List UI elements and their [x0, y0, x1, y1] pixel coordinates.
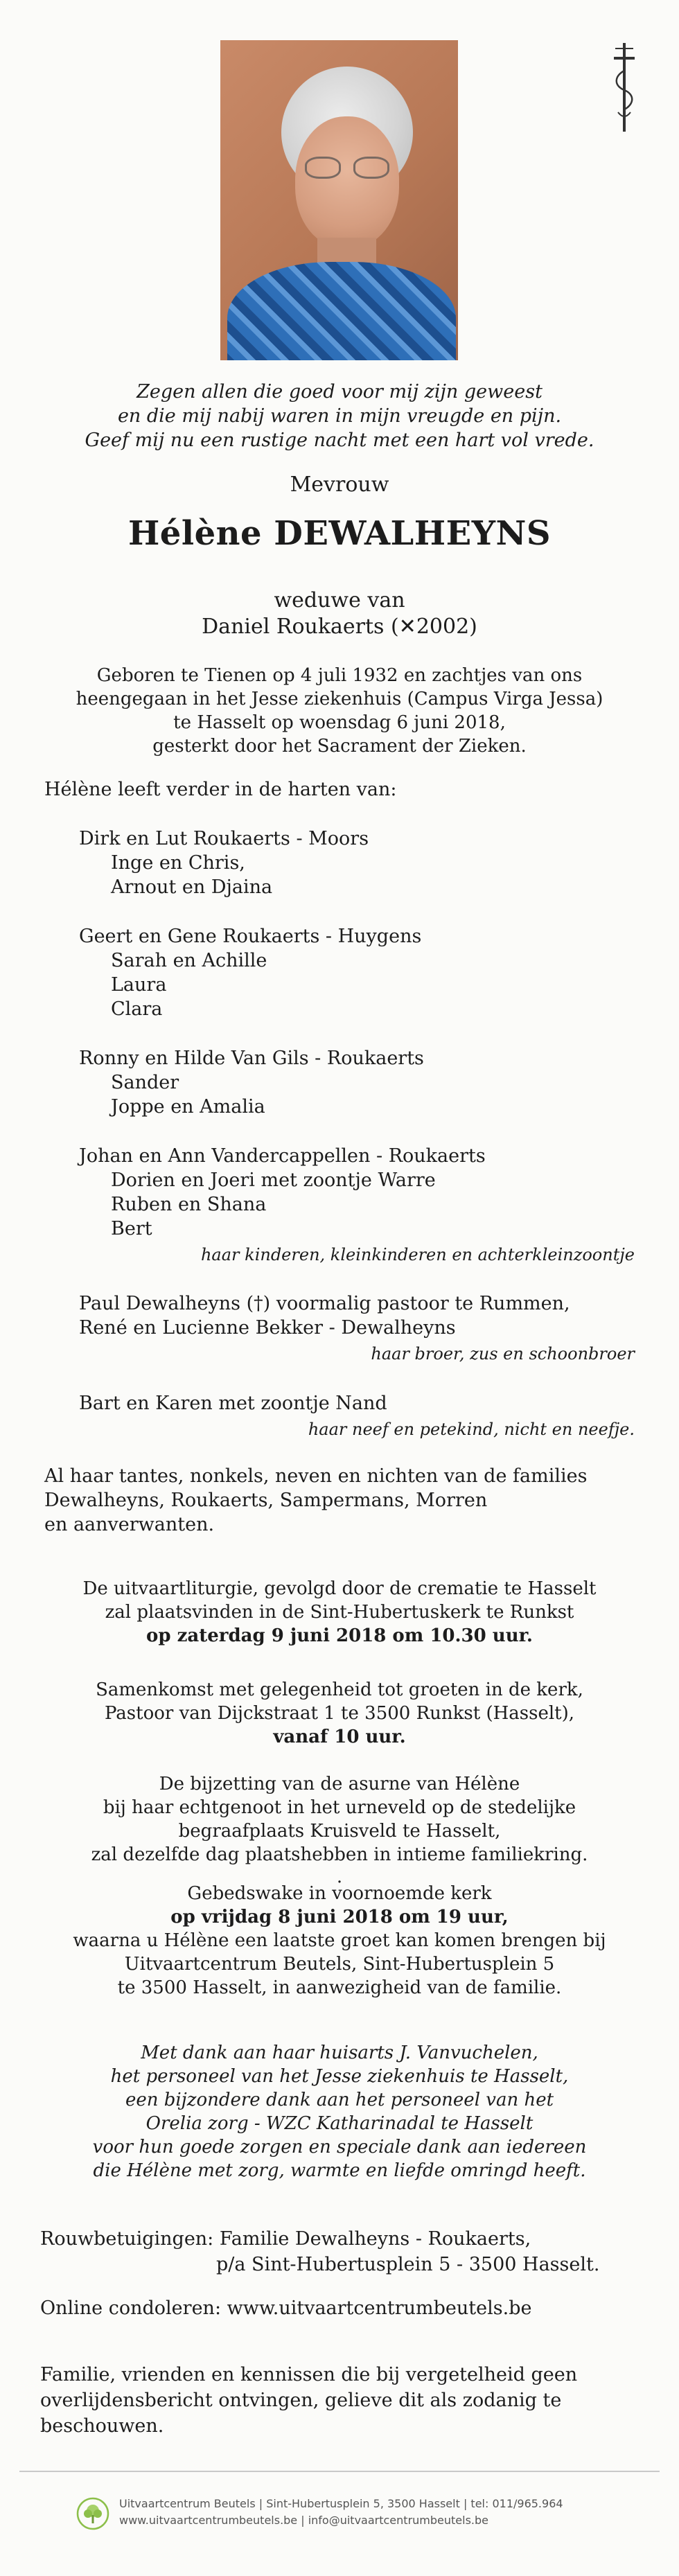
footer-text	[119, 2496, 563, 2529]
interment-info	[0, 1772, 679, 1867]
family-child: Inge en Chris,	[111, 852, 245, 874]
family-child: Sarah en Achille	[111, 950, 267, 971]
thanks-text	[0, 2041, 679, 2182]
honorific: Mevrouw	[290, 473, 389, 497]
godchild-line: Bart en Karen met zoontje Nand	[79, 1393, 387, 1414]
birth-line: Geboren te Tienen op 4 juli 1932 en zachtjes van ons	[96, 665, 583, 686]
thanks-line: een bijzondere dank aan het personeel van het	[125, 2090, 554, 2110]
thanks-line: Orelia zorg - WZC Katharinadal te Hasselt	[146, 2113, 534, 2134]
notice-line: beschouwen.	[40, 2415, 164, 2437]
relatives-line: Al haar tantes, nonkels, neven en nichten van de families	[44, 1465, 588, 1487]
vigil-line: waarna u Hélène een laatste groet kan komen brengen bij	[73, 1930, 606, 1951]
birth-line: te Hasselt op woensdag 6 juni 2018,	[173, 712, 506, 733]
interment-line: begraafplaats Kruisveld te Hasselt,	[178, 1821, 501, 1842]
thanks-line: het personeel van het Jesse ziekenhuis te Hasselt,	[110, 2066, 569, 2087]
vigil-line: Gebedswake in voornoemde kerk	[187, 1883, 492, 1904]
grandchildren-note: haar kinderen, kleinkinderen en achterkleinzoontje	[200, 1245, 635, 1264]
vigil-info	[0, 1867, 679, 2000]
footer-address: Uitvaartcentrum Beutels | Sint-Hubertusplein 5, 3500 Hasselt | tel: 011/965.964	[119, 2497, 563, 2510]
sibling-line: René en Lucienne Bekker - Dewalheyns	[79, 1317, 456, 1339]
family-parents: Ronny en Hilde Van Gils - Roukaerts	[79, 1048, 424, 1069]
spouse-name: Daniel Roukaerts (✕2002)	[202, 615, 477, 639]
funeral-date: op zaterdag 9 juni 2018 om 10.30 uur.	[146, 1625, 533, 1646]
relatives-line: Dewalheyns, Roukaerts, Sampermans, Morren	[44, 1490, 488, 1511]
interment-line: De bijzetting van de asurne van Hélène	[159, 1774, 520, 1794]
vigil-line: Uitvaartcentrum Beutels, Sint-Hubertusplein 5	[124, 1954, 555, 1975]
verse-line: en die mij nabij waren in mijn vreugde en pijn.	[117, 405, 562, 427]
gathering-info	[0, 1678, 679, 1749]
funeral-info	[0, 1577, 679, 1648]
survivors-intro: Hélène leeft verder in de harten van:	[44, 779, 397, 800]
family-child: Ruben en Shana	[111, 1194, 267, 1215]
sibling-line: Paul Dewalheyns (†) voormalig pastoor te Rummen,	[79, 1293, 570, 1314]
family-child: Laura	[111, 974, 167, 996]
interment-line: bij haar echtgenoot in het urneveld op de stedelijke	[103, 1797, 576, 1818]
family-child: Sander	[111, 1072, 179, 1093]
family-child: Joppe en Amalia	[111, 1096, 265, 1118]
gathering-time: vanaf 10 uur.	[273, 1727, 406, 1747]
siblings-note: haar broer, zus en schoonbroer	[371, 1344, 635, 1364]
notice-line: overlijdensbericht ontvingen, gelieve dit als zodanig te	[40, 2390, 562, 2411]
family-child: Arnout en Djaina	[111, 876, 273, 898]
family-parents: Johan en Ann Vandercappellen - Roukaerts	[79, 1145, 486, 1167]
vigil-date: op vrijdag 8 juni 2018 om 19 uur,	[170, 1907, 509, 1927]
birth-line: gesterkt door het Sacrament der Zieken.	[152, 736, 527, 757]
tree-logo-icon	[76, 2497, 109, 2530]
condolence-address: Rouwbetuigingen: Familie Dewalheyns - Roukaerts,	[40, 2228, 531, 2250]
footer-contact[interactable]: www.uitvaartcentrumbeutels.be | info@uitvaartcentrumbeutels.be	[119, 2514, 488, 2527]
online-condolence-link[interactable]: Online condoleren: www.uitvaartcentrumbeutels.be	[40, 2297, 532, 2319]
verse-line: Geef mij nu een rustige nacht met een hart vol vrede.	[85, 430, 594, 451]
deceased-name: Hélène DEWALHEYNS	[127, 514, 552, 553]
verse	[0, 380, 679, 452]
condolence-address: p/a Sint-Hubertusplein 5 - 3500 Hasselt.	[216, 2254, 600, 2275]
gathering-line: Pastoor van Dijckstraat 1 te 3500 Runkst (Hasselt),	[104, 1703, 575, 1724]
gathering-line: Samenkomst met gelegenheid tot groeten in de kerk,	[96, 1679, 583, 1700]
cross-icon	[610, 43, 639, 132]
family-parents: Dirk en Lut Roukaerts - Moors	[79, 828, 369, 849]
family-parents: Geert en Gene Roukaerts - Huygens	[79, 926, 422, 947]
portrait-photo	[220, 40, 458, 360]
vigil-line: te 3500 Hasselt, in aanwezigheid van de familie.	[117, 1977, 562, 1998]
family-child: Dorien en Joeri met zoontje Warre	[111, 1170, 436, 1191]
family-child: Bert	[111, 1218, 152, 1240]
verse-line: Zegen allen die goed voor mij zijn geweest	[136, 381, 543, 403]
funeral-line: De uitvaartliturgie, gevolgd door de crematie te Hasselt	[82, 1578, 597, 1599]
godchild-note: haar neef en petekind, nicht en neefje.	[308, 1420, 635, 1439]
widow-label: weduwe van	[274, 588, 405, 612]
thanks-line: voor hun goede zorgen en speciale dank aan iedereen	[92, 2137, 587, 2158]
footer-divider	[19, 2471, 660, 2472]
widow-block	[0, 588, 679, 640]
notice-line: Familie, vrienden en kennissen die bij vergetelheid geen	[40, 2364, 578, 2385]
interment-line: zal dezelfde dag plaatshebben in intieme familiekring.	[91, 1844, 588, 1865]
vigil-dot: .	[336, 1867, 343, 1887]
birth-line: heengegaan in het Jesse ziekenhuis (Campus Virga Jessa)	[76, 689, 603, 709]
thanks-line: Met dank aan haar huisarts J. Vanvuchelen,	[141, 2043, 538, 2063]
thanks-line: die Hélène met zorg, warmte en liefde omringd heeft.	[93, 2160, 586, 2181]
family-child: Clara	[111, 998, 163, 1020]
relatives-line: en aanverwanten.	[44, 1514, 215, 1535]
birth-death-text	[0, 664, 679, 758]
funeral-line: zal plaatsvinden in de Sint-Hubertuskerk te Runkst	[105, 1602, 574, 1623]
